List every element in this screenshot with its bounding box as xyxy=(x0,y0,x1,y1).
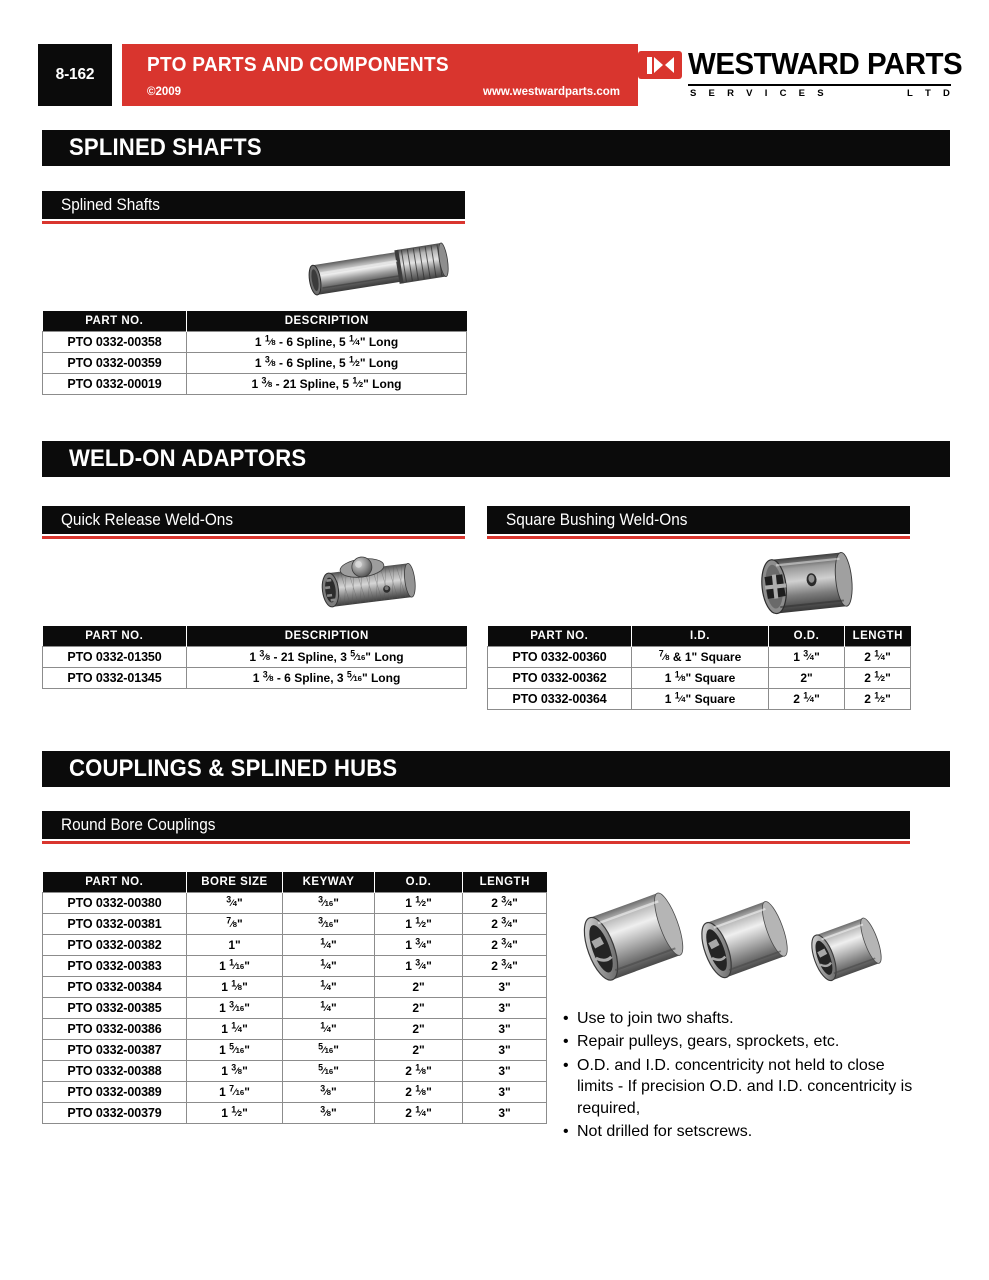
table-row xyxy=(43,1018,547,1039)
list-item xyxy=(563,1008,923,1029)
cell-part-no: PTO 0332-00381 xyxy=(43,913,187,934)
table-square-bushing-weld-ons xyxy=(487,626,911,710)
sub-header-rule xyxy=(42,536,465,539)
sub-header-splined-shafts xyxy=(42,191,465,224)
table-body xyxy=(43,646,467,688)
logo-sub-letter: S xyxy=(817,88,825,99)
logo-sub-letter: C xyxy=(779,88,788,99)
cell-value: 3" xyxy=(463,1081,547,1102)
logo-wordmark: WESTWARD PARTS xyxy=(688,46,963,81)
sub-header-round-bore xyxy=(42,811,910,844)
square-bushing-weld-on-photo xyxy=(746,542,872,626)
cell-value: 1 $^3⁄_4$" xyxy=(375,934,463,955)
sub-header-label: Round Bore Couplings xyxy=(61,815,216,834)
cell-value: $^1⁄_4$" xyxy=(283,997,375,1018)
splined-shaft-photo xyxy=(300,232,470,304)
sub-header-label: Quick Release Weld-Ons xyxy=(61,510,233,529)
column-header-bore-size: BORE SIZE xyxy=(187,872,283,892)
column-header-keyway: KEYWAY xyxy=(283,872,375,892)
cell-value: 1 $^1⁄_{16}$" xyxy=(187,955,283,976)
table-row xyxy=(43,646,467,667)
cell-value: 2 $^3⁄_4$" xyxy=(463,955,547,976)
column-header-part-no: PART NO. xyxy=(43,311,187,331)
bullet-dot-icon: • xyxy=(563,1033,569,1051)
header-red-band xyxy=(122,44,638,106)
cell-part-no: PTO 0332-00359 xyxy=(43,352,187,373)
table-header-row xyxy=(43,626,467,646)
logo-sub-letter: E xyxy=(708,88,716,99)
column-header-id: I.D. xyxy=(632,626,769,646)
cell-value: 1 $^3⁄_8 - 21$ Spline, 5 $^1⁄_2$" Long xyxy=(187,373,467,394)
bullet-dot-icon: • xyxy=(563,1010,569,1027)
cell-part-no: PTO 0332-00380 xyxy=(43,892,187,913)
cell-part-no: PTO 0332-00379 xyxy=(43,1102,187,1123)
cell-value: 1 $^1⁄_2$" xyxy=(187,1102,283,1123)
cell-value: 2" xyxy=(769,667,845,688)
cell-part-no: PTO 0332-00358 xyxy=(43,331,187,352)
cell-value: 2" xyxy=(375,1039,463,1060)
sub-header-quick-release xyxy=(42,506,465,539)
cell-value: 1 $^1⁄_4$" Square xyxy=(632,688,769,709)
list-item-text: Repair pulleys, gears, sprockets, etc. xyxy=(577,1033,840,1051)
cell-value: 3" xyxy=(463,1039,547,1060)
quick-release-weld-on-photo xyxy=(308,548,434,620)
sub-header-rule xyxy=(487,536,910,539)
logo-sub-letter: T xyxy=(924,88,932,99)
table-splined-shafts xyxy=(42,311,467,395)
sub-header-rule xyxy=(42,841,910,844)
round-bore-couplings-photo xyxy=(556,882,904,1000)
table-header-row xyxy=(43,872,547,892)
bullet-dot-icon: • xyxy=(563,1056,569,1074)
table-row xyxy=(43,1081,547,1102)
cell-value: $^3⁄_8$" xyxy=(283,1102,375,1123)
cell-value: $^1⁄_4$" xyxy=(283,934,375,955)
cell-part-no: PTO 0332-01350 xyxy=(43,646,187,667)
table-round-bore-couplings xyxy=(42,872,547,1124)
section-banner-weld-on-adaptors xyxy=(42,441,950,477)
cell-part-no: PTO 0332-00384 xyxy=(43,976,187,997)
sub-header-label: Square Bushing Weld-Ons xyxy=(506,510,688,529)
cell-value: 1 $^1⁄_8$" Square xyxy=(632,667,769,688)
logo-sub-letter: S xyxy=(690,88,698,99)
table-row xyxy=(43,1039,547,1060)
cell-part-no: PTO 0332-00386 xyxy=(43,1018,187,1039)
column-header-length: LENGTH xyxy=(463,872,547,892)
cell-value: 1 $^3⁄_8 - 6$ Spline, 3 $^5⁄_{16}$" Long xyxy=(187,667,467,688)
cell-value: $^1⁄_4$" xyxy=(283,955,375,976)
table-header-row xyxy=(43,311,467,331)
logo-sub-letter: E xyxy=(798,88,806,99)
table-row xyxy=(43,352,467,373)
cell-value: 1 $^1⁄_8$" xyxy=(187,976,283,997)
cell-part-no: PTO 0332-00385 xyxy=(43,997,187,1018)
cell-value: 1 $^1⁄_2$" xyxy=(375,892,463,913)
cell-value: 2 $^3⁄_4$" xyxy=(463,892,547,913)
cell-value: 2 $^3⁄_4$" xyxy=(463,934,547,955)
table-row xyxy=(43,997,547,1018)
cell-value: 3" xyxy=(463,976,547,997)
cell-part-no: PTO 0332-00360 xyxy=(488,646,632,667)
table-row xyxy=(488,688,911,709)
logo-sub-letter: I xyxy=(764,88,769,99)
table-row xyxy=(43,913,547,934)
cell-value: 1 $^3⁄_4$" xyxy=(375,955,463,976)
bullet-dot-icon: • xyxy=(563,1123,569,1141)
wp-logo-mark-icon xyxy=(638,51,682,79)
cell-value: 1 $^3⁄_8 - 21$ Spline, 3 $^5⁄_{16}$" Long xyxy=(187,646,467,667)
cell-value: 1 $^1⁄_2$" xyxy=(375,913,463,934)
cell-value: $^3⁄_8$" xyxy=(283,1081,375,1102)
logo-sub-letter: R xyxy=(727,88,735,99)
table-row xyxy=(43,976,547,997)
page-number-box xyxy=(38,44,112,106)
cell-value: 1" xyxy=(187,934,283,955)
cell-value: 1 $^5⁄_{16}$" xyxy=(187,1039,283,1060)
copyright-text: ©2009 xyxy=(147,86,182,98)
table-body xyxy=(488,646,911,709)
cell-value: 2 $^1⁄_4$" xyxy=(375,1102,463,1123)
table-row xyxy=(43,934,547,955)
cell-value: 2" xyxy=(375,997,463,1018)
column-header-part-no: PART NO. xyxy=(488,626,632,646)
table-quick-release-weld-ons xyxy=(42,626,467,689)
table-row xyxy=(488,646,911,667)
cell-value: 2 $^1⁄_4$" xyxy=(845,646,911,667)
logo-bar-shape xyxy=(647,57,652,74)
logo-divider xyxy=(688,84,951,86)
table-row xyxy=(488,667,911,688)
logo-sub-letter: L xyxy=(906,88,914,99)
cell-part-no: PTO 0332-00383 xyxy=(43,955,187,976)
section-banner-splined-shafts xyxy=(42,130,950,166)
cell-value: 3" xyxy=(463,1018,547,1039)
cell-value: 3" xyxy=(463,1102,547,1123)
website-url[interactable]: www.westwardparts.com xyxy=(483,86,620,98)
list-item-text: O.D. and I.D. concentricity not held to close limits - If precision O.D. and I.D. concentricity is required, xyxy=(577,1056,913,1117)
page-title: PTO PARTS AND COMPONENTS xyxy=(147,53,449,76)
cell-part-no: PTO 0332-00389 xyxy=(43,1081,187,1102)
cell-value: 1 $^1⁄_8 - 6$ Spline, 5 $^1⁄_4$" Long xyxy=(187,331,467,352)
cell-value: $^3⁄_4$" xyxy=(187,892,283,913)
cell-part-no: PTO 0332-00382 xyxy=(43,934,187,955)
column-header-length: LENGTH xyxy=(845,626,911,646)
cell-part-no: PTO 0332-00387 xyxy=(43,1039,187,1060)
westward-parts-logo xyxy=(638,46,963,104)
column-header-od: O.D. xyxy=(769,626,845,646)
sub-header-square-bushing xyxy=(487,506,910,539)
cell-part-no: PTO 0332-00362 xyxy=(488,667,632,688)
table-row xyxy=(43,892,547,913)
cell-value: 3" xyxy=(463,1060,547,1081)
page-number: 8-162 xyxy=(55,66,95,83)
cell-value: 2" xyxy=(375,976,463,997)
cell-value: 2 $^1⁄_8$" xyxy=(375,1060,463,1081)
page-header xyxy=(38,44,963,106)
table-row xyxy=(43,1102,547,1123)
cell-value: $^3⁄_{16}$" xyxy=(283,913,375,934)
logo-subtitle xyxy=(690,88,951,99)
cell-value: $^7⁄_8$ & 1" Square xyxy=(632,646,769,667)
logo-sub-letter: D xyxy=(942,88,951,99)
sub-header-label: Splined Shafts xyxy=(61,195,160,214)
table-row xyxy=(43,1060,547,1081)
cell-value: 1 $^1⁄_4$" xyxy=(187,1018,283,1039)
list-item xyxy=(563,1055,923,1119)
cell-value: $^1⁄_4$" xyxy=(283,976,375,997)
list-item xyxy=(563,1031,923,1052)
table-body xyxy=(43,892,547,1123)
coupling-notes-list xyxy=(563,1008,923,1145)
list-item xyxy=(563,1121,923,1142)
cell-value: 3" xyxy=(463,997,547,1018)
cell-value: 1 $^7⁄_{16}$" xyxy=(187,1081,283,1102)
cell-value: 1 $^3⁄_4$" xyxy=(769,646,845,667)
cell-value: 2 $^1⁄_4$" xyxy=(769,688,845,709)
cell-part-no: PTO 0332-00019 xyxy=(43,373,187,394)
cell-value: 2" xyxy=(375,1018,463,1039)
cell-value: 1 $^3⁄_8 - 6$ Spline, 5 $^1⁄_2$" Long xyxy=(187,352,467,373)
logo-triangle-right-shape xyxy=(654,57,663,73)
logo-triangle-left-shape xyxy=(665,57,674,73)
cell-value: 2 $^1⁄_2$" xyxy=(845,667,911,688)
cell-value: $^7⁄_8$" xyxy=(187,913,283,934)
cell-value: $^5⁄_{16}$" xyxy=(283,1039,375,1060)
table-row xyxy=(43,955,547,976)
section-banner-couplings-splined-hubs xyxy=(42,751,950,787)
column-header-part-no: PART NO. xyxy=(43,626,187,646)
column-header-description: DESCRIPTION xyxy=(187,311,467,331)
cell-value: $^1⁄_4$" xyxy=(283,1018,375,1039)
cell-value: 2 $^3⁄_4$" xyxy=(463,913,547,934)
cell-value: 1 $^3⁄_{16}$" xyxy=(187,997,283,1018)
cell-part-no: PTO 0332-00364 xyxy=(488,688,632,709)
section-banner-label: WELD-ON ADAPTORS xyxy=(69,445,307,472)
table-row xyxy=(43,373,467,394)
table-body xyxy=(43,331,467,394)
column-header-od: O.D. xyxy=(375,872,463,892)
column-header-description: DESCRIPTION xyxy=(187,626,467,646)
list-item-text: Not drilled for setscrews. xyxy=(577,1123,753,1141)
list-item-text: Use to join two shafts. xyxy=(577,1010,734,1027)
cell-value: 1 $^3⁄_8$" xyxy=(187,1060,283,1081)
logo-sub-letter: V xyxy=(746,88,754,99)
section-banner-label: SPLINED SHAFTS xyxy=(69,134,262,161)
cell-value: 2 $^1⁄_2$" xyxy=(845,688,911,709)
column-header-part-no: PART NO. xyxy=(43,872,187,892)
table-header-row xyxy=(488,626,911,646)
table-row xyxy=(43,331,467,352)
cell-part-no: PTO 0332-01345 xyxy=(43,667,187,688)
sub-header-rule xyxy=(42,221,465,224)
cell-part-no: PTO 0332-00388 xyxy=(43,1060,187,1081)
cell-value: $^3⁄_{16}$" xyxy=(283,892,375,913)
cell-value: $^5⁄_{16}$" xyxy=(283,1060,375,1081)
cell-value: 2 $^1⁄_8$" xyxy=(375,1081,463,1102)
section-banner-label: COUPLINGS & SPLINED HUBS xyxy=(69,755,398,782)
table-row xyxy=(43,667,467,688)
